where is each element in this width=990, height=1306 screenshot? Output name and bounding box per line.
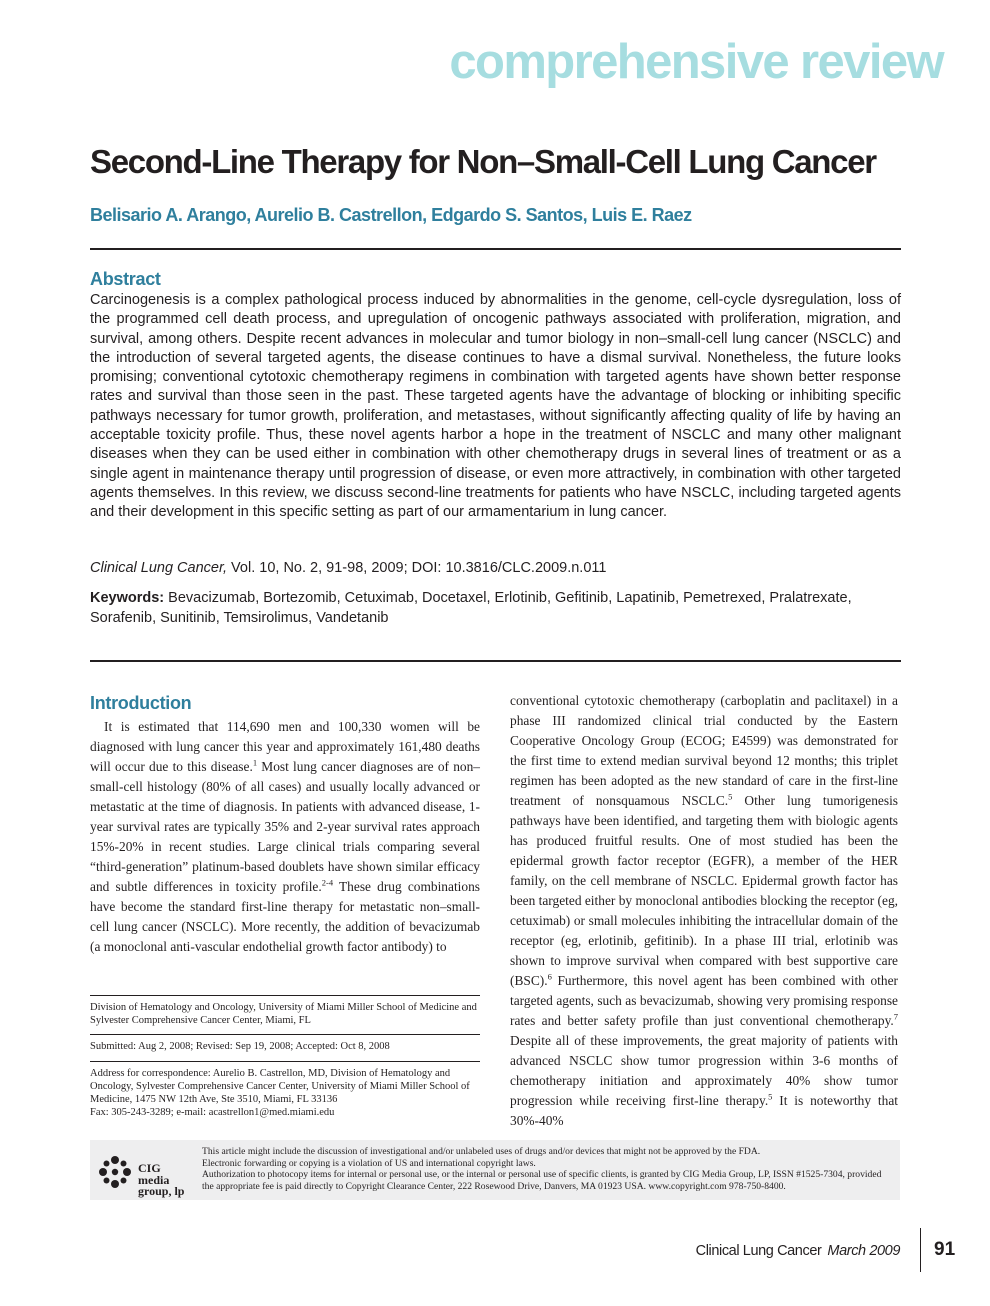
left-column bbox=[90, 717, 480, 957]
logo-line: media bbox=[138, 1172, 170, 1187]
intro-text: conventional cytotoxic chemotherapy (carboplatin and paclitaxel) in a phase III randomized clinical trial conducted by the Eastern Cooperative Oncology Group (ECOG; E4599) was demonstrated for the first time to extend median survival beyond 12 months; this triplet regimen has been adopted as the new standard of care in the first-line treatment of nonsquamous NSCLC. bbox=[510, 693, 898, 808]
reference-citation: 7 bbox=[893, 1011, 898, 1022]
footnotes bbox=[90, 995, 480, 1119]
intro-text: Despite all of these improvements, the great majority of patients with advanced NSCLC show tumor progression within 3-6 months of chemotherapy initiation and approximately 40% show tumor progression while receiving first-line therapy. bbox=[510, 1033, 898, 1108]
affiliation-note: Division of Hematology and Oncology, University of Miami Miller School of Medicine and Sylvester Comprehensive Cancer Center, Miami, FL bbox=[90, 1002, 477, 1027]
intro-paragraph bbox=[90, 717, 480, 957]
citation-journal: Clinical Lung Cancer, bbox=[90, 560, 228, 576]
footer-month: March 2009 bbox=[827, 1243, 900, 1259]
reference-citation: 1 bbox=[252, 757, 258, 768]
keywords bbox=[90, 588, 901, 628]
citation-details: Vol. 10, No. 2, 91-98, 2009; DOI: 10.3816/CLC.2009.n.011 bbox=[227, 560, 607, 576]
reference-citation: 6 bbox=[547, 971, 552, 982]
intro-text: Other lung tumorigenesis pathways have been identified, and targeting them with biologic agents has produced fruitful results. One of most studied has been the epidermal growth factor receptor (EGFR), a member of the HER family, on the cell membrane of NSCLC. Epidermal growth factor has been targeted either by monoclonal antibodies blocking the receptor (eg, cetuximab) or small molecules inhibiting the intracellular domain of the receptor (eg, erlotinib, gefitinib). In a phase III trial, erlotinib was shown to improve survival when compared with best supportive care (BSC). bbox=[510, 793, 899, 988]
page-number: 91 bbox=[934, 1239, 956, 1260]
article-title: Second-Line Therapy for Non–Small-Cell Lung Cancer bbox=[90, 143, 876, 180]
footnote-divider bbox=[90, 1061, 480, 1062]
copyright-warning: Electronic forwarding or copying is a violation of US and international copyright laws. bbox=[202, 1157, 536, 1169]
top-divider bbox=[90, 248, 901, 250]
reference-citation: 5 bbox=[728, 791, 733, 802]
fda-notice: This article might include the discussion of investigational and/or unlabeled uses of drugs and/or devices that might not be approved by the FDA. bbox=[202, 1146, 761, 1157]
keywords-label: Keywords: bbox=[90, 590, 165, 606]
submission-dates: Submitted: Aug 2, 2008; Revised: Sep 19, 2008; Accepted: Oct 8, 2008 bbox=[90, 1041, 390, 1053]
reference-citation: 2-4 bbox=[321, 877, 334, 888]
correspondence-address: Address for correspondence: Aurelio B. Castrellon, MD, Division of Hematology and Oncology, Sylvester Comprehensive Cancer Center, University of Miami Miller School of Medicine, 1475 NW 12th Ave, Ste 3510, Miami, FL 33136 bbox=[90, 1067, 470, 1106]
footer-journal: Clinical Lung Cancer bbox=[695, 1243, 822, 1259]
correspondence-contact: Fax: 305-243-3289; e-mail: acastrellon1@med.miami.edu bbox=[90, 1107, 335, 1119]
intro-text: It is estimated that 114,690 men and 100,330 women will be diagnosed with lung cancer this year and approximately 161,480 deaths will occur due to this disease. bbox=[90, 719, 480, 774]
abstract-text: Carcinogenesis is a complex pathological process induced by abnormalities in the genome, cell-cycle dysregulation, loss of the programmed cell death process, and upregulation of oncogenic pathways associated with proliferation, migration, and survival, among others. Despite recent advances in molecular and tumor biology in non–small-cell lung cancer (NSCLC) and the introduction of several targeted agents, the disease continues to have a dismal survival. Nonetheless, the future looks promising; conventional cytotoxic chemotherapy regimens in combination with targeted agents have shown better response rates and survival than those seen in the past. These targeted agents have the advantage of blocking or inhibiting specific pathways necessary for tumor growth, proliferation, and metastases, without significantly affecting quality of life by having an acceptable toxicity profile. Thus, these novel agents harbor a hope in the treatment of NSCLC and many other malignant diseases when they can be used either in combination with other chemotherapy drugs in several lines of treatment or as a single agent in maintenance therapy until progression of disease, or even more attractively, in combination with other targeted agents themselves. In this review, we discuss second-line treatments for patients who have NSCLC, including targeted agents and their development in this specific setting as part of our armamentarium in lung cancer. bbox=[90, 292, 901, 521]
abstract-heading: Abstract bbox=[90, 269, 161, 289]
copyright-notice bbox=[90, 1140, 900, 1200]
correspondence-note bbox=[90, 1067, 480, 1120]
logo-wordmark bbox=[138, 1163, 184, 1198]
logo-line: group, lp bbox=[138, 1184, 185, 1198]
logo-line: CIG bbox=[138, 1161, 161, 1175]
bottom-divider bbox=[90, 660, 901, 662]
running-footer bbox=[696, 1243, 900, 1259]
right-column bbox=[510, 691, 898, 1131]
intro-text: Furthermore, this novel agent has been combined with other targeted agents, such as bevacizumab, showing very promising response rates and better safety profile than just conventional chemotherapy. bbox=[510, 973, 898, 1028]
reference-citation: 5 bbox=[768, 1091, 773, 1102]
intro-text: Most lung cancer diagnoses are of non–small-cell histology (80% of all cases) and usually locally advanced or metastatic at the time of diagnosis. In patients with advanced disease, 1-year survival rates are typically 35% and 2-year survival rates approach 15%-20% in recent studies. Large clinical trials comparing several “third-generation” platinum-based doublets have shown similar efficacy and subtle differences in toxicity profile. bbox=[90, 759, 480, 894]
keywords-list: Bevacizumab, Bortezomib, Cetuximab, Docetaxel, Erlotinib, Gefitinib, Lapatinib, Pemetrexed, Pralatrexate, Sorafenib, Sunitinib, Temsirolimus, Vandetanib bbox=[90, 590, 852, 626]
notice-text bbox=[202, 1146, 892, 1192]
cig-media-logo bbox=[95, 1152, 195, 1198]
footnote-divider bbox=[90, 1034, 480, 1035]
citation-line bbox=[90, 560, 901, 576]
intro-paragraph-continued bbox=[510, 691, 898, 1131]
intro-text: These drug combinations have become the standard first-line therapy for metastatic non–small-cell lung cancer (NSCLC). More recently, the addition of bevacizumab (a monoclonal anti-vascular endothelial growth factor antibody) to bbox=[90, 879, 480, 954]
author-list: Belisario A. Arango, Aurelio B. Castrellon, Edgardo S. Santos, Luis E. Raez bbox=[90, 205, 692, 225]
footer-separator bbox=[920, 1228, 921, 1272]
introduction-heading: Introduction bbox=[90, 693, 192, 713]
section-banner: comprehensive review bbox=[449, 35, 943, 89]
footnote-divider bbox=[90, 995, 480, 996]
intro-text: It is noteworthy that 30%-40% bbox=[510, 1093, 898, 1128]
cig-logo-icon bbox=[95, 1152, 135, 1192]
photocopy-authorization: Authorization to photocopy items for internal or personal use, or the internal or personal use of specific clients, is granted by CIG Media Group, LP, ISSN #1525-7304, provided the appropriate fee is paid directly to Copyright Clearance Center, 222 Rosewood Drive, Danvers, MA 01923 USA. www.copyright.com 978-750-8400. bbox=[202, 1169, 882, 1192]
